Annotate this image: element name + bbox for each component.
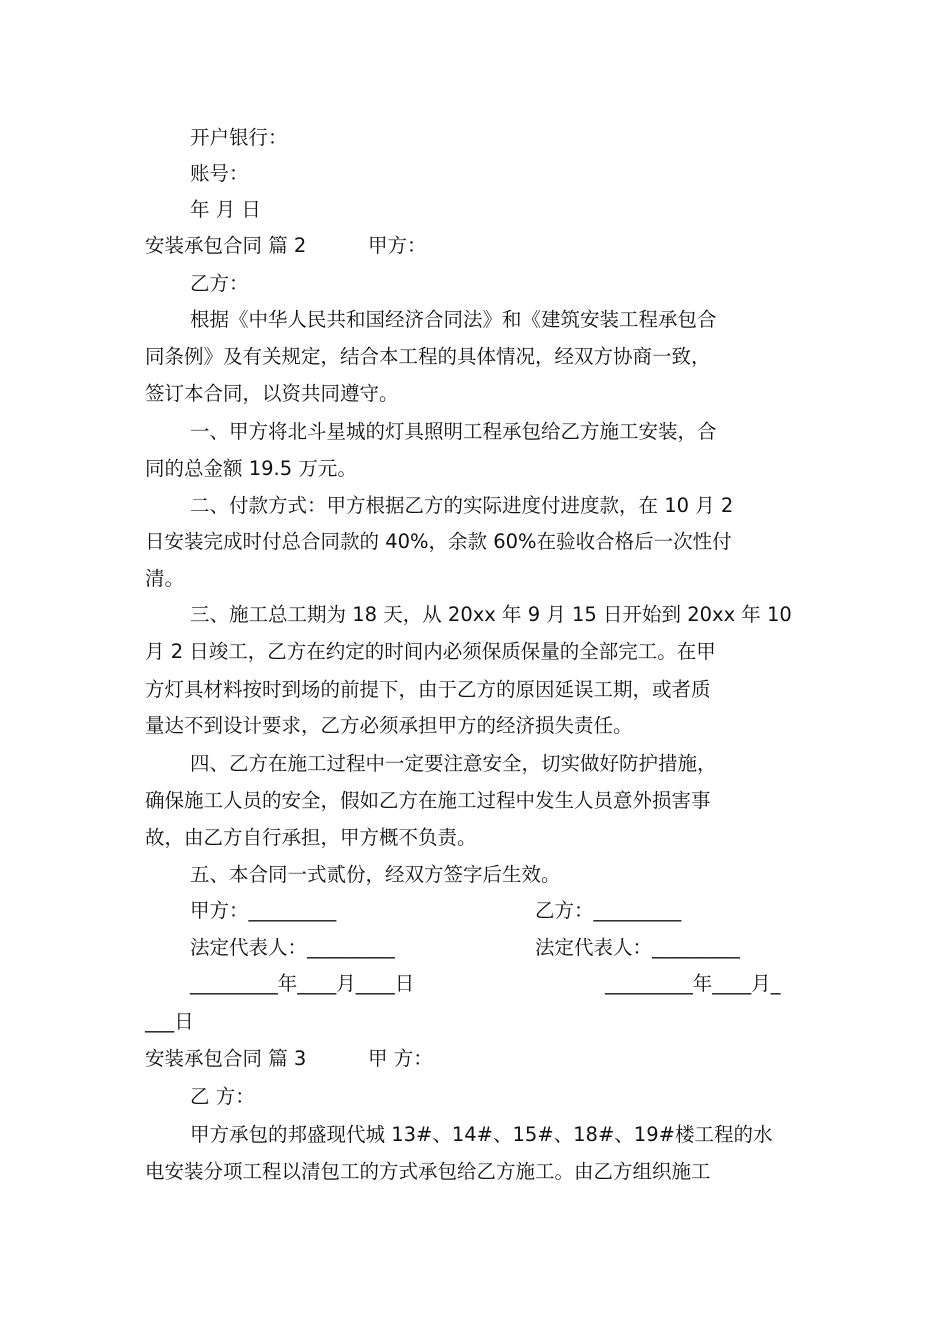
paragraph-line: 根据《中华人民共和国经济合同法》和《建筑安装工程承包合	[190, 308, 717, 331]
paragraph-line: 甲方承包的邦盛现代城 13#、14#、15#、18#、19#楼工程的水	[190, 1123, 773, 1146]
party-a-signature: 甲方：_________	[190, 899, 337, 922]
representative-row	[190, 934, 860, 962]
party-b-representative: 法定代表人：_________	[535, 936, 740, 959]
account-label: 账号：	[190, 162, 249, 185]
party-b-label: 乙方：	[190, 272, 249, 295]
paragraph-line: 同的总金额 19.5 万元。	[145, 457, 357, 480]
party-b-label-3: 乙 方：	[190, 1085, 255, 1108]
signature-date-row	[190, 970, 860, 998]
party-b-signature: 乙方：_________	[535, 899, 682, 922]
party-a-label-3: 甲 方：	[368, 1047, 433, 1070]
paragraph-line: 量达不到设计要求，乙方必须承担甲方的经济损失责任。	[145, 714, 633, 737]
bank-label: 开户银行：	[190, 126, 288, 149]
party-a-label: 甲方：	[368, 234, 427, 257]
paragraph-line: 三、施工总工期为 18 天，从 20xx 年 9 月 15 日开始到 20xx 年 10	[190, 603, 792, 626]
date-label: 年 月 日	[190, 198, 261, 221]
paragraph-line: 签订本合同，以资共同遵守。	[145, 382, 399, 405]
section-title-2	[145, 232, 815, 260]
paragraph-line: 月 2 日竣工，乙方在约定的时间内必须保质保量的全部完工。在甲	[145, 640, 716, 663]
signature-date-wrap: ___日	[145, 1010, 194, 1033]
paragraph-line: 方灯具材料按时到场的前提下，由于乙方的原因延误工期，或者质	[145, 678, 711, 701]
paragraph-line: 五、本合同一式贰份，经双方签字后生效。	[190, 863, 561, 886]
signature-row	[190, 897, 860, 925]
party-a-date: _________年____月____日	[190, 972, 415, 995]
paragraph-line: 故，由乙方自行承担，甲方概不负责。	[145, 826, 477, 849]
party-a-representative: 法定代表人：_________	[190, 936, 395, 959]
paragraph-line: 电安装分项工程以清包工的方式承包给乙方施工。由乙方组织施工	[145, 1160, 711, 1183]
section-title-2-text: 安装承包合同 篇 2	[145, 234, 307, 257]
paragraph-line: 清。	[145, 567, 185, 590]
paragraph-line: 二、付款方式：甲方根据乙方的实际进度付进度款，在 10 月 2	[190, 494, 734, 517]
paragraph-line: 一、甲方将北斗星城的灯具照明工程承包给乙方施工安装，合	[190, 420, 717, 443]
party-b-date: _________年____月_	[605, 972, 781, 995]
paragraph-line: 四、乙方在施工过程中一定要注意安全，切实做好防护措施，	[190, 752, 717, 775]
paragraph-line: 同条例》及有关规定，结合本工程的具体情况，经双方协商一致，	[145, 345, 711, 368]
paragraph-line: 确保施工人员的安全，假如乙方在施工过程中发生人员意外损害事	[145, 789, 711, 812]
section-title-3-text: 安装承包合同 篇 3	[145, 1047, 307, 1070]
section-title-3	[145, 1045, 815, 1073]
paragraph-line: 日安装完成时付总合同款的 40%，余款 60%在验收合格后一次性付	[145, 530, 732, 553]
